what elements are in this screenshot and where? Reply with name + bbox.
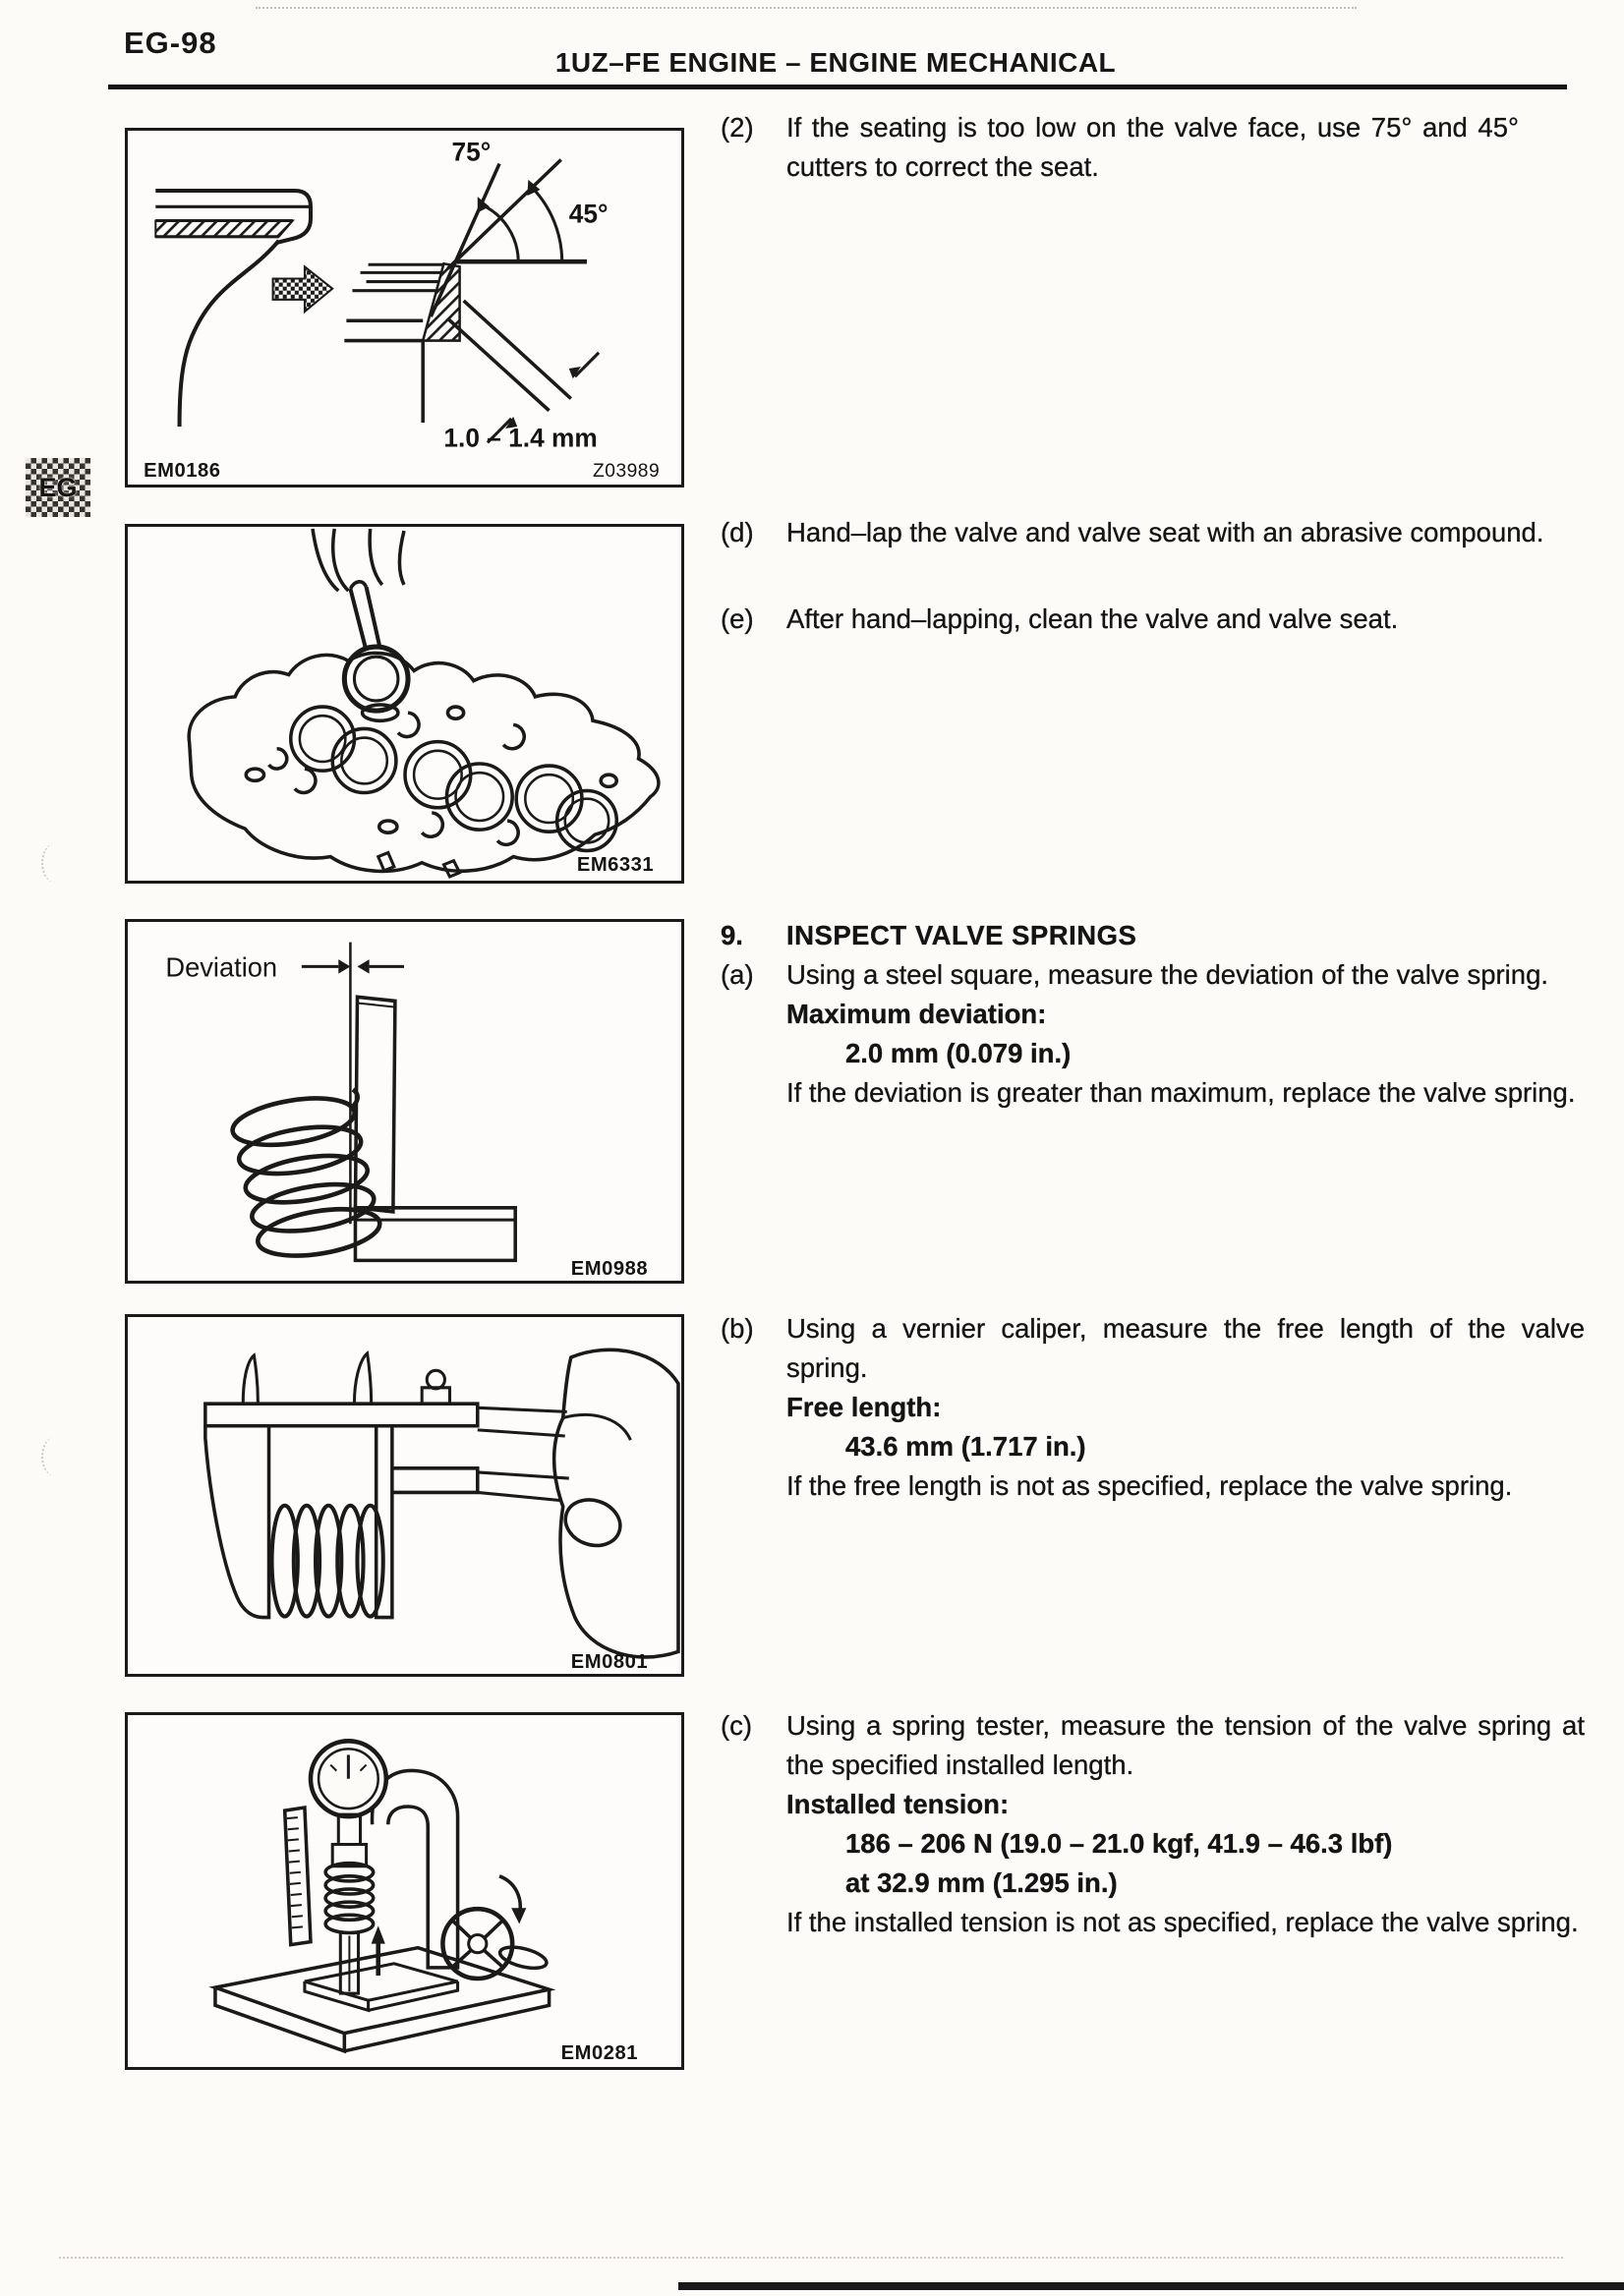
pencil-mark [41, 1437, 69, 1476]
figure-code: EM0988 [570, 1257, 649, 1280]
item-text: After hand–lapping, clean the valve and valve seat. [786, 603, 1399, 634]
section-tab-label: EG [38, 472, 78, 502]
spring-deviation-illustration [128, 922, 681, 1281]
item-label: (c) [721, 1710, 753, 1741]
spec-value-1: 186 – 206 N (19.0 – 21.0 kgf, 41.9 – 46.3 lbf) [845, 1828, 1393, 1859]
figure-valve-seat-cutting [125, 128, 684, 488]
instruction-item-e [721, 600, 1592, 639]
figure-code: EM0186 [144, 459, 221, 482]
spec-label: Free length: [786, 1392, 942, 1422]
scan-noise-top [256, 7, 1357, 9]
section-tab-eg [26, 458, 90, 517]
item-label: (a) [721, 959, 754, 990]
scan-edge-strip [678, 2282, 1624, 2290]
item-body [786, 955, 1585, 1113]
figure-hand-lapping [125, 524, 684, 884]
angle-75-label: 75° [451, 137, 492, 167]
item-note: If the installed tension is not as specified, replace the valve spring. [786, 1907, 1579, 1937]
instruction-item-a [721, 955, 1592, 1113]
valve-seat-cutting-illustration [128, 131, 681, 485]
spec-label: Maximum deviation: [786, 999, 1047, 1029]
header-rule [108, 85, 1567, 89]
item-note: If the deviation is greater than maximum, replace the valve spring. [786, 1077, 1576, 1108]
item-label: (b) [721, 1313, 754, 1344]
item-text: Hand–lap the valve and valve seat with an abrasive compound. [786, 517, 1544, 547]
seat-width-label: 1.0 – 1.4 mm [443, 423, 598, 453]
page-number: EG-98 [124, 26, 217, 60]
scan-noise-bottom [59, 2257, 1563, 2259]
page-title: 1UZ–FE ENGINE – ENGINE MECHANICAL [554, 47, 1117, 78]
figure-code: EM0801 [570, 1650, 649, 1673]
item-label: (e) [721, 603, 754, 634]
figure-code: EM6331 [576, 853, 655, 876]
instruction-item-d [721, 513, 1592, 552]
item-body [786, 1706, 1585, 1942]
item-label: (2) [721, 112, 754, 143]
figure-code: EM0281 [560, 2041, 639, 2064]
section-9-heading [721, 916, 1592, 955]
figure-spring-tension [125, 1712, 684, 2070]
item-body [786, 1309, 1585, 1506]
deviation-label: Deviation [165, 951, 278, 983]
spring-tester-illustration [128, 1715, 681, 2067]
instruction-item-c [721, 1706, 1592, 1942]
spec-value-2: at 32.9 mm (1.295 in.) [845, 1867, 1118, 1898]
item-label: (d) [721, 517, 754, 547]
instruction-item-2 [721, 108, 1592, 187]
figure-code-alt: Z03989 [593, 460, 661, 482]
item-text: Using a steel square, measure the deviation of the valve spring. [786, 959, 1549, 990]
figure-spring-deviation [125, 919, 684, 1284]
item-text: Using a vernier caliper, measure the free length of the valve spring. [786, 1313, 1585, 1383]
hand-lapping-illustration [128, 527, 681, 881]
item-note: If the free length is not as specified, replace the valve spring. [786, 1470, 1513, 1501]
section-number: 9. [721, 920, 743, 950]
spec-value: 43.6 mm (1.717 in.) [845, 1431, 1086, 1462]
spec-value: 2.0 mm (0.079 in.) [845, 1038, 1072, 1068]
vernier-caliper-illustration [128, 1317, 681, 1674]
section-title: INSPECT VALVE SPRINGS [786, 920, 1137, 950]
spec-label: Installed tension: [786, 1789, 1010, 1819]
instruction-item-b [721, 1309, 1592, 1506]
item-text: If the seating is too low on the valve face, use 75° and 45° cutters to correct the seat. [786, 112, 1519, 182]
figure-spring-free-length [125, 1314, 684, 1677]
pencil-mark [41, 843, 69, 883]
item-text: Using a spring tester, measure the tension of the valve spring at the specified installed length. [786, 1710, 1585, 1780]
angle-45-label: 45° [568, 199, 609, 229]
